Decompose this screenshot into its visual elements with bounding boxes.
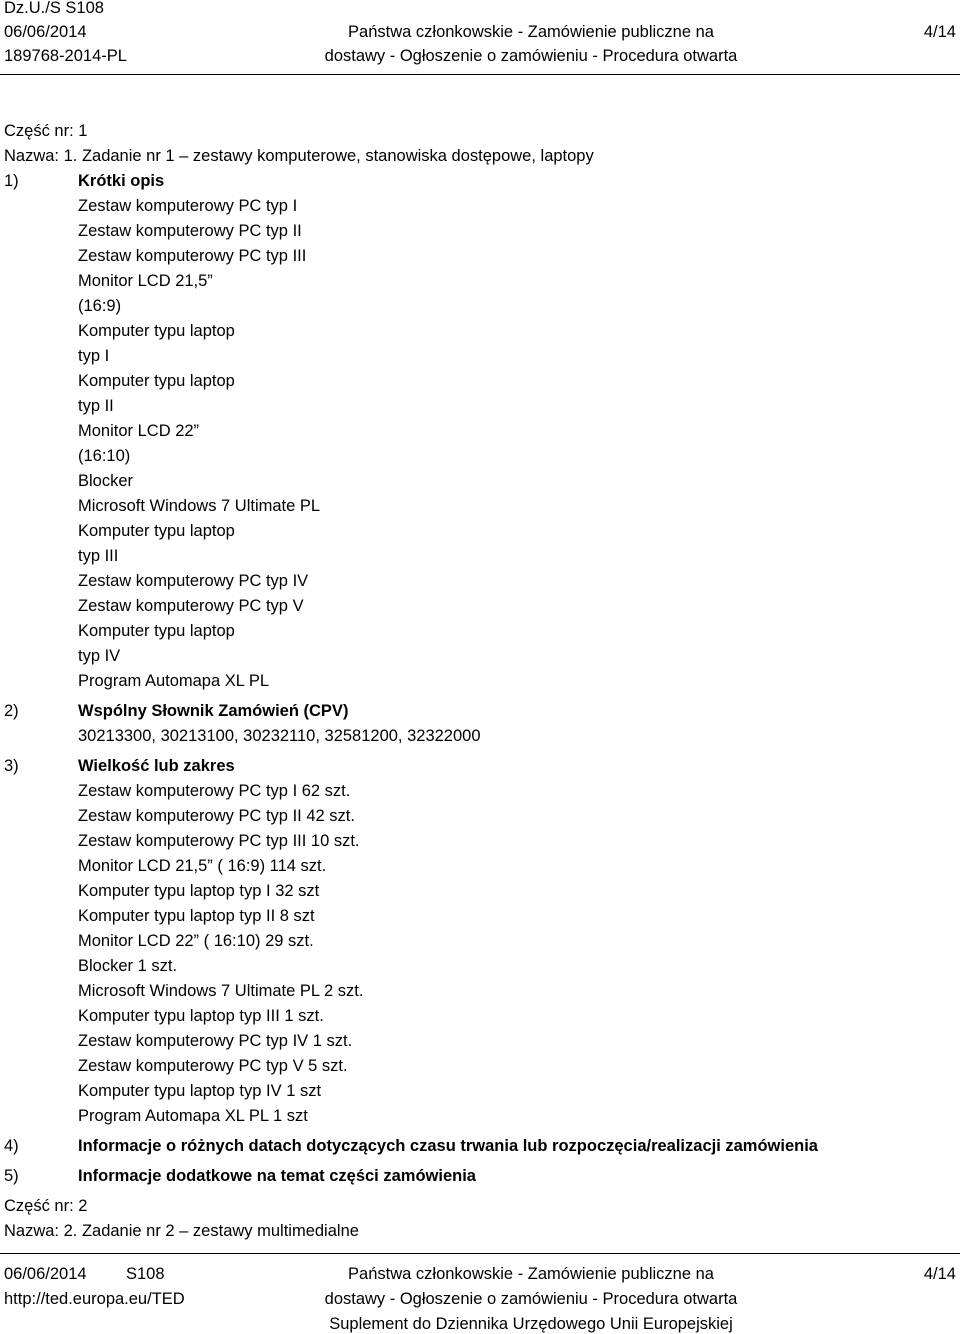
footer-divider <box>0 1253 960 1254</box>
footer-page-number: 4/14 <box>923 1265 956 1283</box>
part2-label: Część nr: 2 <box>4 1197 88 1215</box>
header-ref: 189768-2014-PL <box>4 47 127 65</box>
section4-number: 4) <box>4 1137 19 1155</box>
section1-heading <box>4 169 954 194</box>
description-line: Komputer typu laptop <box>78 372 235 390</box>
quantity-line: Zestaw komputerowy PC typ IV 1 szt. <box>78 1032 353 1050</box>
footer-title-line3: Suplement do Dziennika Urzędowego Unii Europejskiej <box>329 1315 733 1333</box>
header-divider <box>0 74 960 75</box>
quantity-line: Zestaw komputerowy PC typ I 62 szt. <box>78 782 351 800</box>
quantity-line: Zestaw komputerowy PC typ III 10 szt. <box>78 832 360 850</box>
section1-description <box>4 194 954 694</box>
description-line: Microsoft Windows 7 Ultimate PL <box>78 497 321 515</box>
description-line: typ III <box>78 547 119 565</box>
header-page-number: 4/14 <box>923 23 956 41</box>
quantity-line: Komputer typu laptop typ I 32 szt <box>78 882 320 900</box>
quantity-line: Komputer typu laptop typ III 1 szt. <box>78 1007 324 1025</box>
description-line: Monitor LCD 22” <box>78 422 200 440</box>
description-line: (16:10) <box>78 447 131 465</box>
part1-name: Nazwa: 1. Zadanie nr 1 – zestawy komputerowe, stanowiska dostępowe, laptopy <box>4 147 594 165</box>
section1-title: Krótki opis <box>78 172 165 190</box>
section4-title: Informacje o różnych datach dotyczących czasu trwania lub rozpoczęcia/realizacji zamówienia <box>78 1137 818 1155</box>
quantity-line: Blocker 1 szt. <box>78 957 178 975</box>
quantity-line: Microsoft Windows 7 Ultimate PL 2 szt. <box>78 982 364 1000</box>
cpv-codes: 30213300, 30213100, 30232110, 32581200, 32322000 <box>78 727 481 745</box>
quantity-line: Zestaw komputerowy PC typ V 5 szt. <box>78 1057 348 1075</box>
description-line: Zestaw komputerowy PC typ V <box>78 597 304 615</box>
header-title-line1: Państwa członkowskie - Zamówienie publiczne na <box>348 23 714 41</box>
section4-heading <box>4 1134 954 1159</box>
description-line: Komputer typu laptop <box>78 622 235 640</box>
description-line: typ I <box>78 347 110 365</box>
footer-title-line1: Państwa członkowskie - Zamówienie publiczne na <box>348 1265 714 1283</box>
section2-heading <box>4 699 954 724</box>
section1-number: 1) <box>4 172 19 190</box>
part1-label: Część nr: 1 <box>4 122 88 140</box>
doc-code: Dz.U./S S108 <box>4 0 104 17</box>
description-line: Komputer typu laptop <box>78 522 235 540</box>
footer-title-line2: dostawy - Ogłoszenie o zamówieniu - Procedura otwarta <box>324 1290 738 1308</box>
section3-quantities <box>4 779 954 1129</box>
description-line: typ IV <box>78 647 121 665</box>
section5-number: 5) <box>4 1167 19 1185</box>
description-line: Monitor LCD 21,5” <box>78 272 213 290</box>
description-line: (16:9) <box>78 297 122 315</box>
quantity-line: Monitor LCD 21,5” ( 16:9) 114 szt. <box>78 857 327 875</box>
description-line: Program Automapa XL PL <box>78 672 270 690</box>
quantity-line: Zestaw komputerowy PC typ II 42 szt. <box>78 807 355 825</box>
section5-heading <box>4 1164 954 1189</box>
quantity-line: Monitor LCD 22” ( 16:10) 29 szt. <box>78 932 314 950</box>
part2-name: Nazwa: 2. Zadanie nr 2 – zestawy multimedialne <box>4 1222 359 1240</box>
description-line: typ II <box>78 397 114 415</box>
section2-title: Wspólny Słownik Zamówień (CPV) <box>78 702 349 720</box>
document-body <box>4 119 954 1244</box>
description-line: Zestaw komputerowy PC typ II <box>78 222 302 240</box>
section5-title: Informacje dodatkowe na temat części zamówienia <box>78 1167 476 1185</box>
quantity-line: Komputer typu laptop typ IV 1 szt <box>78 1082 322 1100</box>
quantity-line: Program Automapa XL PL 1 szt <box>78 1107 308 1125</box>
footer-url: http://ted.europa.eu/TED <box>4 1290 185 1308</box>
description-line: Zestaw komputerowy PC typ IV <box>78 572 309 590</box>
header-date: 06/06/2014 <box>4 23 87 41</box>
section2-number: 2) <box>4 702 19 720</box>
page-header <box>0 0 960 70</box>
quantity-line: Komputer typu laptop typ II 8 szt <box>78 907 315 925</box>
page-footer <box>0 1260 960 1334</box>
section3-title: Wielkość lub zakres <box>78 757 235 775</box>
description-line: Zestaw komputerowy PC typ III <box>78 247 307 265</box>
section3-number: 3) <box>4 757 19 775</box>
description-line: Komputer typu laptop <box>78 322 235 340</box>
section3-heading <box>4 754 954 779</box>
description-line: Zestaw komputerowy PC typ I <box>78 197 298 215</box>
footer-date: 06/06/2014 <box>4 1265 87 1283</box>
description-line: Blocker <box>78 472 134 490</box>
footer-series: S108 <box>126 1265 165 1283</box>
header-title-line2: dostawy - Ogłoszenie o zamówieniu - Procedura otwarta <box>324 47 738 65</box>
